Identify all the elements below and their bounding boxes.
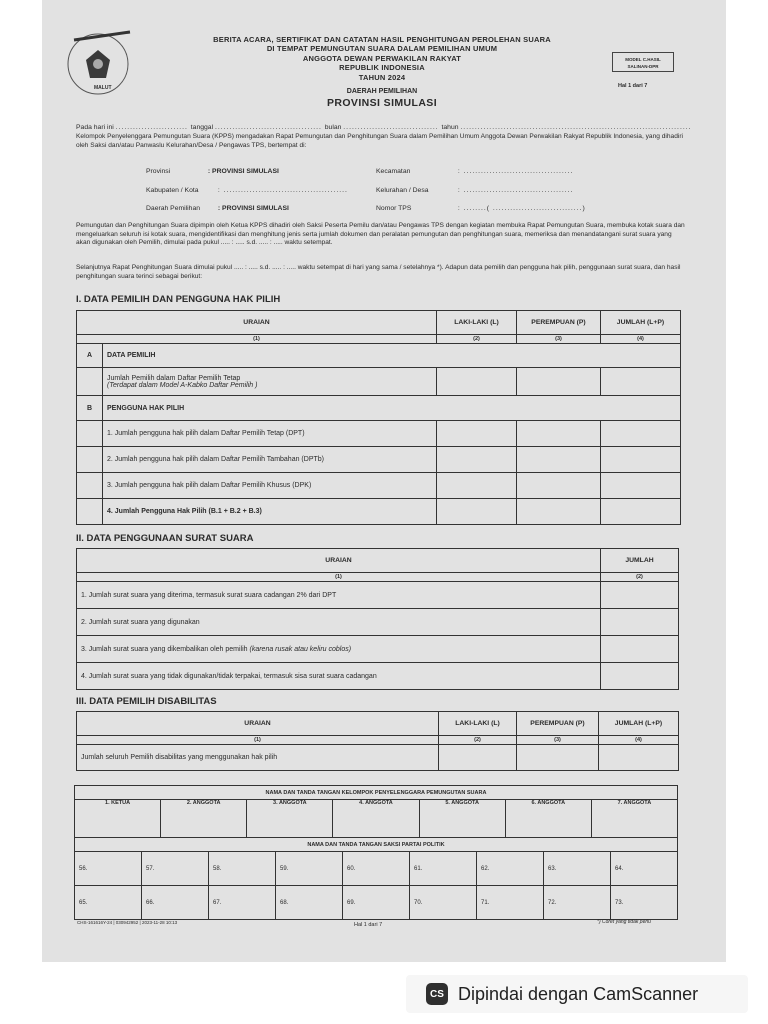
col-number: (1) — [77, 573, 601, 582]
kecamatan-field: Kecamatan : ...................................... — [376, 168, 574, 175]
saksi-slot[interactable]: 57. — [142, 852, 209, 886]
date-pada-label: Pada hari ini — [76, 124, 114, 131]
procedure-paragraph: Pemungutan dan Penghitungan Suara dipimpin oleh Ketua KPPS dihadiri oleh Saksi Peserta Pemilu dan/atau Pengawas TPS dengan kegiatan membuka Rapat Pemungutan Suara, membuka kotak suara dan mengeluarkan seluruh isi kotak suara, mengidentifikasi dan menghitung jenis serta jumlah dokumen dan peralatan pemungutan dan penghitungan suara, memeriksa dan menandatangani surat suara yang akan digunakan oleh Pemilih, dimulai pada pukul ..... : ..... s.d. ..... : ..... waktu setempat. — [76, 222, 685, 247]
kabkota-label: Kabupaten / Kota — [146, 187, 199, 194]
section-a-title: DATA PEMILIH — [103, 344, 681, 368]
model-label-box — [612, 52, 674, 72]
kpps-role[interactable]: 3. ANGGOTA — [247, 800, 333, 838]
saksi-slot[interactable]: 61. — [410, 852, 477, 886]
saksi-slot[interactable]: 58. — [209, 852, 276, 886]
section-b-title: PENGGUNA HAK PILIH — [103, 396, 681, 421]
kelurahan-label: Kelurahan / Desa — [376, 187, 429, 194]
tps-label: Nomor TPS — [376, 205, 412, 212]
table-row — [77, 609, 679, 636]
saksi-slot[interactable]: 73. — [611, 886, 678, 920]
saksi-slot[interactable]: 56. — [75, 852, 142, 886]
saksi-slot[interactable]: 65. — [75, 886, 142, 920]
model-label-line: MODEL C.HASIL — [625, 57, 661, 62]
row-label: Jumlah seluruh Pemilih disabilitas yang menggunakan hak pilih — [77, 745, 439, 771]
tps-field: Nomor TPS : ........( ...............................) — [376, 205, 586, 212]
camscanner-watermark — [406, 975, 748, 1013]
saksi-slot[interactable]: 67. — [209, 886, 276, 920]
input-cell[interactable] — [437, 473, 517, 499]
row-label — [77, 636, 601, 663]
document-page — [42, 0, 726, 962]
dpt-label: Jumlah Pemilih dalam Daftar Pemilih Tetap — [107, 374, 241, 382]
col-laki: LAKI-LAKI (L) — [439, 712, 517, 736]
kabkota-field: Kabupaten / Kota : ........................................... — [146, 187, 348, 194]
input-cell[interactable] — [437, 368, 517, 396]
saksi-slot[interactable]: 69. — [343, 886, 410, 920]
total-row-label: 4. Jumlah Pengguna Hak Pilih (B.1 + B.2 + B.3) — [103, 499, 437, 525]
section-code-a: A — [77, 344, 103, 368]
provinsi-label: Provinsi — [146, 168, 171, 175]
row-label-text: 3. Jumlah surat suara yang dikembalikan oleh pemilih — [81, 645, 248, 653]
saksi-signature-title: NAMA DAN TANDA TANGAN SAKSI PARTAI POLITIK — [75, 838, 678, 852]
title-line: ANGGOTA DEWAN PERWAKILAN RAKYAT — [302, 53, 462, 63]
saksi-signature-grid — [74, 851, 678, 920]
saksi-slot[interactable]: 71. — [477, 886, 544, 920]
disability-table — [76, 711, 679, 771]
table-row — [77, 582, 679, 609]
dpt-row-label — [103, 368, 437, 396]
input-cell[interactable] — [439, 745, 517, 771]
row-label: 3. Jumlah pengguna hak pilih dalam Daftar Pemilih Khusus (DPK) — [103, 473, 437, 499]
saksi-slot[interactable]: 72. — [544, 886, 611, 920]
title-line: TAHUN 2024 — [358, 72, 406, 82]
row-label: 4. Jumlah surat suara yang tidak digunakan/tidak terpakai, termasuk sisa surat suara cadangan — [77, 663, 601, 690]
voter-data-table — [76, 310, 681, 525]
camscanner-logo-icon: CS — [426, 983, 448, 1005]
provinsi-value: : PROVINSI SIMULASI — [207, 168, 279, 175]
table-row — [77, 447, 681, 473]
saksi-slot[interactable]: 70. — [410, 886, 477, 920]
region-name: PROVINSI SIMULASI — [326, 97, 438, 109]
col-jumlah: JUMLAH (L+P) — [599, 712, 679, 736]
saksi-slot[interactable]: 63. — [544, 852, 611, 886]
row-note: (karena rusak atau keliru coblos) — [249, 645, 352, 653]
col-uraian: URAIAN — [77, 311, 437, 335]
region-label: DAERAH PEMILIHAN — [346, 88, 418, 95]
col-jumlah: JUMLAH — [601, 549, 679, 573]
kpps-role[interactable]: 1. KETUA — [75, 800, 161, 838]
input-cell[interactable] — [601, 499, 681, 525]
col-perempuan: PEREMPUAN (P) — [517, 712, 599, 736]
col-number: (1) — [77, 335, 437, 344]
intro-paragraph: Kelompok Penyelenggara Pemungutan Suara (KPPS) mengadakan Rapat Pemungutan dan Penghitungan Suara dalam Pemilihan Umum Anggota Dewan Perwakilan Rakyat Republik Indonesia, yang dihadiri oleh Saksi dan/atau Panwaslu Kelurahan/Desa / Pengawas TPS, bertempat di: — [76, 133, 684, 149]
section1-title: I. DATA PEMILIH DAN PENGGUNA HAK PILIH — [76, 294, 281, 305]
kpps-role[interactable]: 2. ANGGOTA — [161, 800, 247, 838]
camscanner-text: Dipindai dengan CamScanner — [458, 983, 699, 1004]
date-tanggal-label: tanggal — [190, 124, 214, 131]
input-cell[interactable] — [517, 421, 601, 447]
col-number: (4) — [599, 736, 679, 745]
section2-title: II. DATA PENGGUNAAN SURAT SUARA — [76, 533, 254, 544]
col-number: (2) — [601, 573, 679, 582]
col-number: (2) — [437, 335, 517, 344]
date-bulan-label: bulan — [324, 124, 342, 131]
row-label: 2. Jumlah pengguna hak pilih dalam Daftar Pemilih Tambahan (DPTb) — [103, 447, 437, 473]
saksi-slot[interactable]: 62. — [477, 852, 544, 886]
table-row — [77, 368, 681, 396]
kpps-role[interactable]: 6. ANGGOTA — [505, 800, 591, 838]
input-cell[interactable] — [601, 609, 679, 636]
kpps-signature-row — [74, 799, 678, 852]
section3-title: III. DATA PEMILIH DISABILITAS — [76, 696, 217, 707]
row-label: 2. Jumlah surat suara yang digunakan — [77, 609, 601, 636]
footer-note: *) Coret yang tidak perlu — [597, 919, 651, 925]
saksi-slot[interactable]: 60. — [343, 852, 410, 886]
input-cell[interactable] — [437, 499, 517, 525]
table-row — [77, 663, 679, 690]
kpps-role[interactable]: 4. ANGGOTA — [333, 800, 419, 838]
section-code-b: B — [77, 396, 103, 421]
input-cell[interactable] — [601, 582, 679, 609]
table-row — [77, 745, 679, 771]
col-jumlah: JUMLAH (L+P) — [601, 311, 681, 335]
date-tahun-label: tahun — [441, 124, 459, 131]
kpps-role[interactable]: 7. ANGGOTA — [591, 800, 677, 838]
model-label-line: SALINAN-DPR — [627, 64, 659, 69]
col-number: (3) — [517, 335, 601, 344]
title-line: DI TEMPAT PEMUNGUTAN SUARA DALAM PEMILIHAN UMUM — [266, 44, 498, 54]
row-label: 1. Jumlah surat suara yang diterima, termasuk surat suara cadangan 2% dari DPT — [77, 582, 601, 609]
input-cell[interactable] — [601, 447, 681, 473]
saksi-slot[interactable]: 59. — [276, 852, 343, 886]
dapil-label: Daerah Pemilihan — [146, 205, 201, 212]
input-cell[interactable] — [601, 663, 679, 690]
table-row — [77, 499, 681, 525]
table-row — [77, 636, 679, 663]
ballot-usage-table — [76, 548, 679, 690]
dapil-field — [146, 205, 289, 212]
col-number: (2) — [439, 736, 517, 745]
col-laki: LAKI-LAKI (L) — [437, 311, 517, 335]
kecamatan-label: Kecamatan — [376, 168, 411, 175]
row-label: 1. Jumlah pengguna hak pilih dalam Daftar Pemilih Tetap (DPT) — [103, 421, 437, 447]
input-cell[interactable] — [437, 421, 517, 447]
input-cell[interactable] — [601, 368, 681, 396]
col-uraian: URAIAN — [77, 549, 601, 573]
dapil-value: : PROVINSI SIMULASI — [217, 205, 289, 212]
table-row — [77, 421, 681, 447]
table-row — [77, 473, 681, 499]
kpps-role[interactable]: 5. ANGGOTA — [419, 800, 505, 838]
col-number: (1) — [77, 736, 439, 745]
footer-code: CHS-161616Y-24 | 030942952 | 2023-11-28 10:13 — [77, 920, 178, 925]
title-line: REPUBLIK INDONESIA — [339, 63, 425, 73]
title-line: BERITA ACARA, SERTIFIKAT DAN CATATAN HASIL PENGHITUNGAN PEROLEHAN SUARA — [213, 35, 551, 44]
footer-page: Hal 1 dari 7 — [354, 922, 383, 928]
col-number: (3) — [517, 736, 599, 745]
input-cell[interactable] — [517, 473, 601, 499]
count-paragraph: Selanjutnya Rapat Penghitungan Suara dimulai pukul ..... : ..... s.d. ..... : ..... waktu setempat di hari yang sama / setelahnya *). Adapun data pemilih dan pengguna hak pilih, penggunaan surat suara, dan hasil penghitungan suara terinci sebagai berikut: — [76, 264, 681, 280]
saksi-slot[interactable]: 68. — [276, 886, 343, 920]
signature-table — [74, 785, 678, 800]
input-cell[interactable] — [599, 745, 679, 771]
col-uraian: URAIAN — [77, 712, 439, 736]
input-cell[interactable] — [601, 421, 681, 447]
saksi-slot[interactable]: 64. — [611, 852, 678, 886]
input-cell[interactable] — [601, 636, 679, 663]
input-cell[interactable] — [517, 447, 601, 473]
saksi-slot[interactable]: 66. — [142, 886, 209, 920]
input-cell[interactable] — [601, 473, 681, 499]
input-cell[interactable] — [517, 499, 601, 525]
kelurahan-field: Kelurahan / Desa : ...................................... — [376, 187, 574, 194]
emblem-caption: MALUT — [94, 85, 112, 91]
dpt-note: (Terdapat dalam Model A-Kabko Daftar Pemilih ) — [107, 381, 258, 389]
kpps-signature-title: NAMA DAN TANDA TANGAN KELOMPOK PENYELENGGARA PEMUNGUTAN SUARA — [75, 786, 678, 800]
col-perempuan: PEREMPUAN (P) — [517, 311, 601, 335]
input-cell[interactable] — [437, 447, 517, 473]
input-cell[interactable] — [517, 368, 601, 396]
date-line: Pada hari ini ......................... tanggal ..................................... bulan ................................. tahun ................................................................................ — [76, 124, 692, 131]
provinsi-field — [146, 168, 279, 175]
page-indicator: Hal 1 dari 7 — [618, 83, 648, 89]
input-cell[interactable] — [517, 745, 599, 771]
document-title — [192, 35, 572, 82]
col-number: (4) — [601, 335, 681, 344]
